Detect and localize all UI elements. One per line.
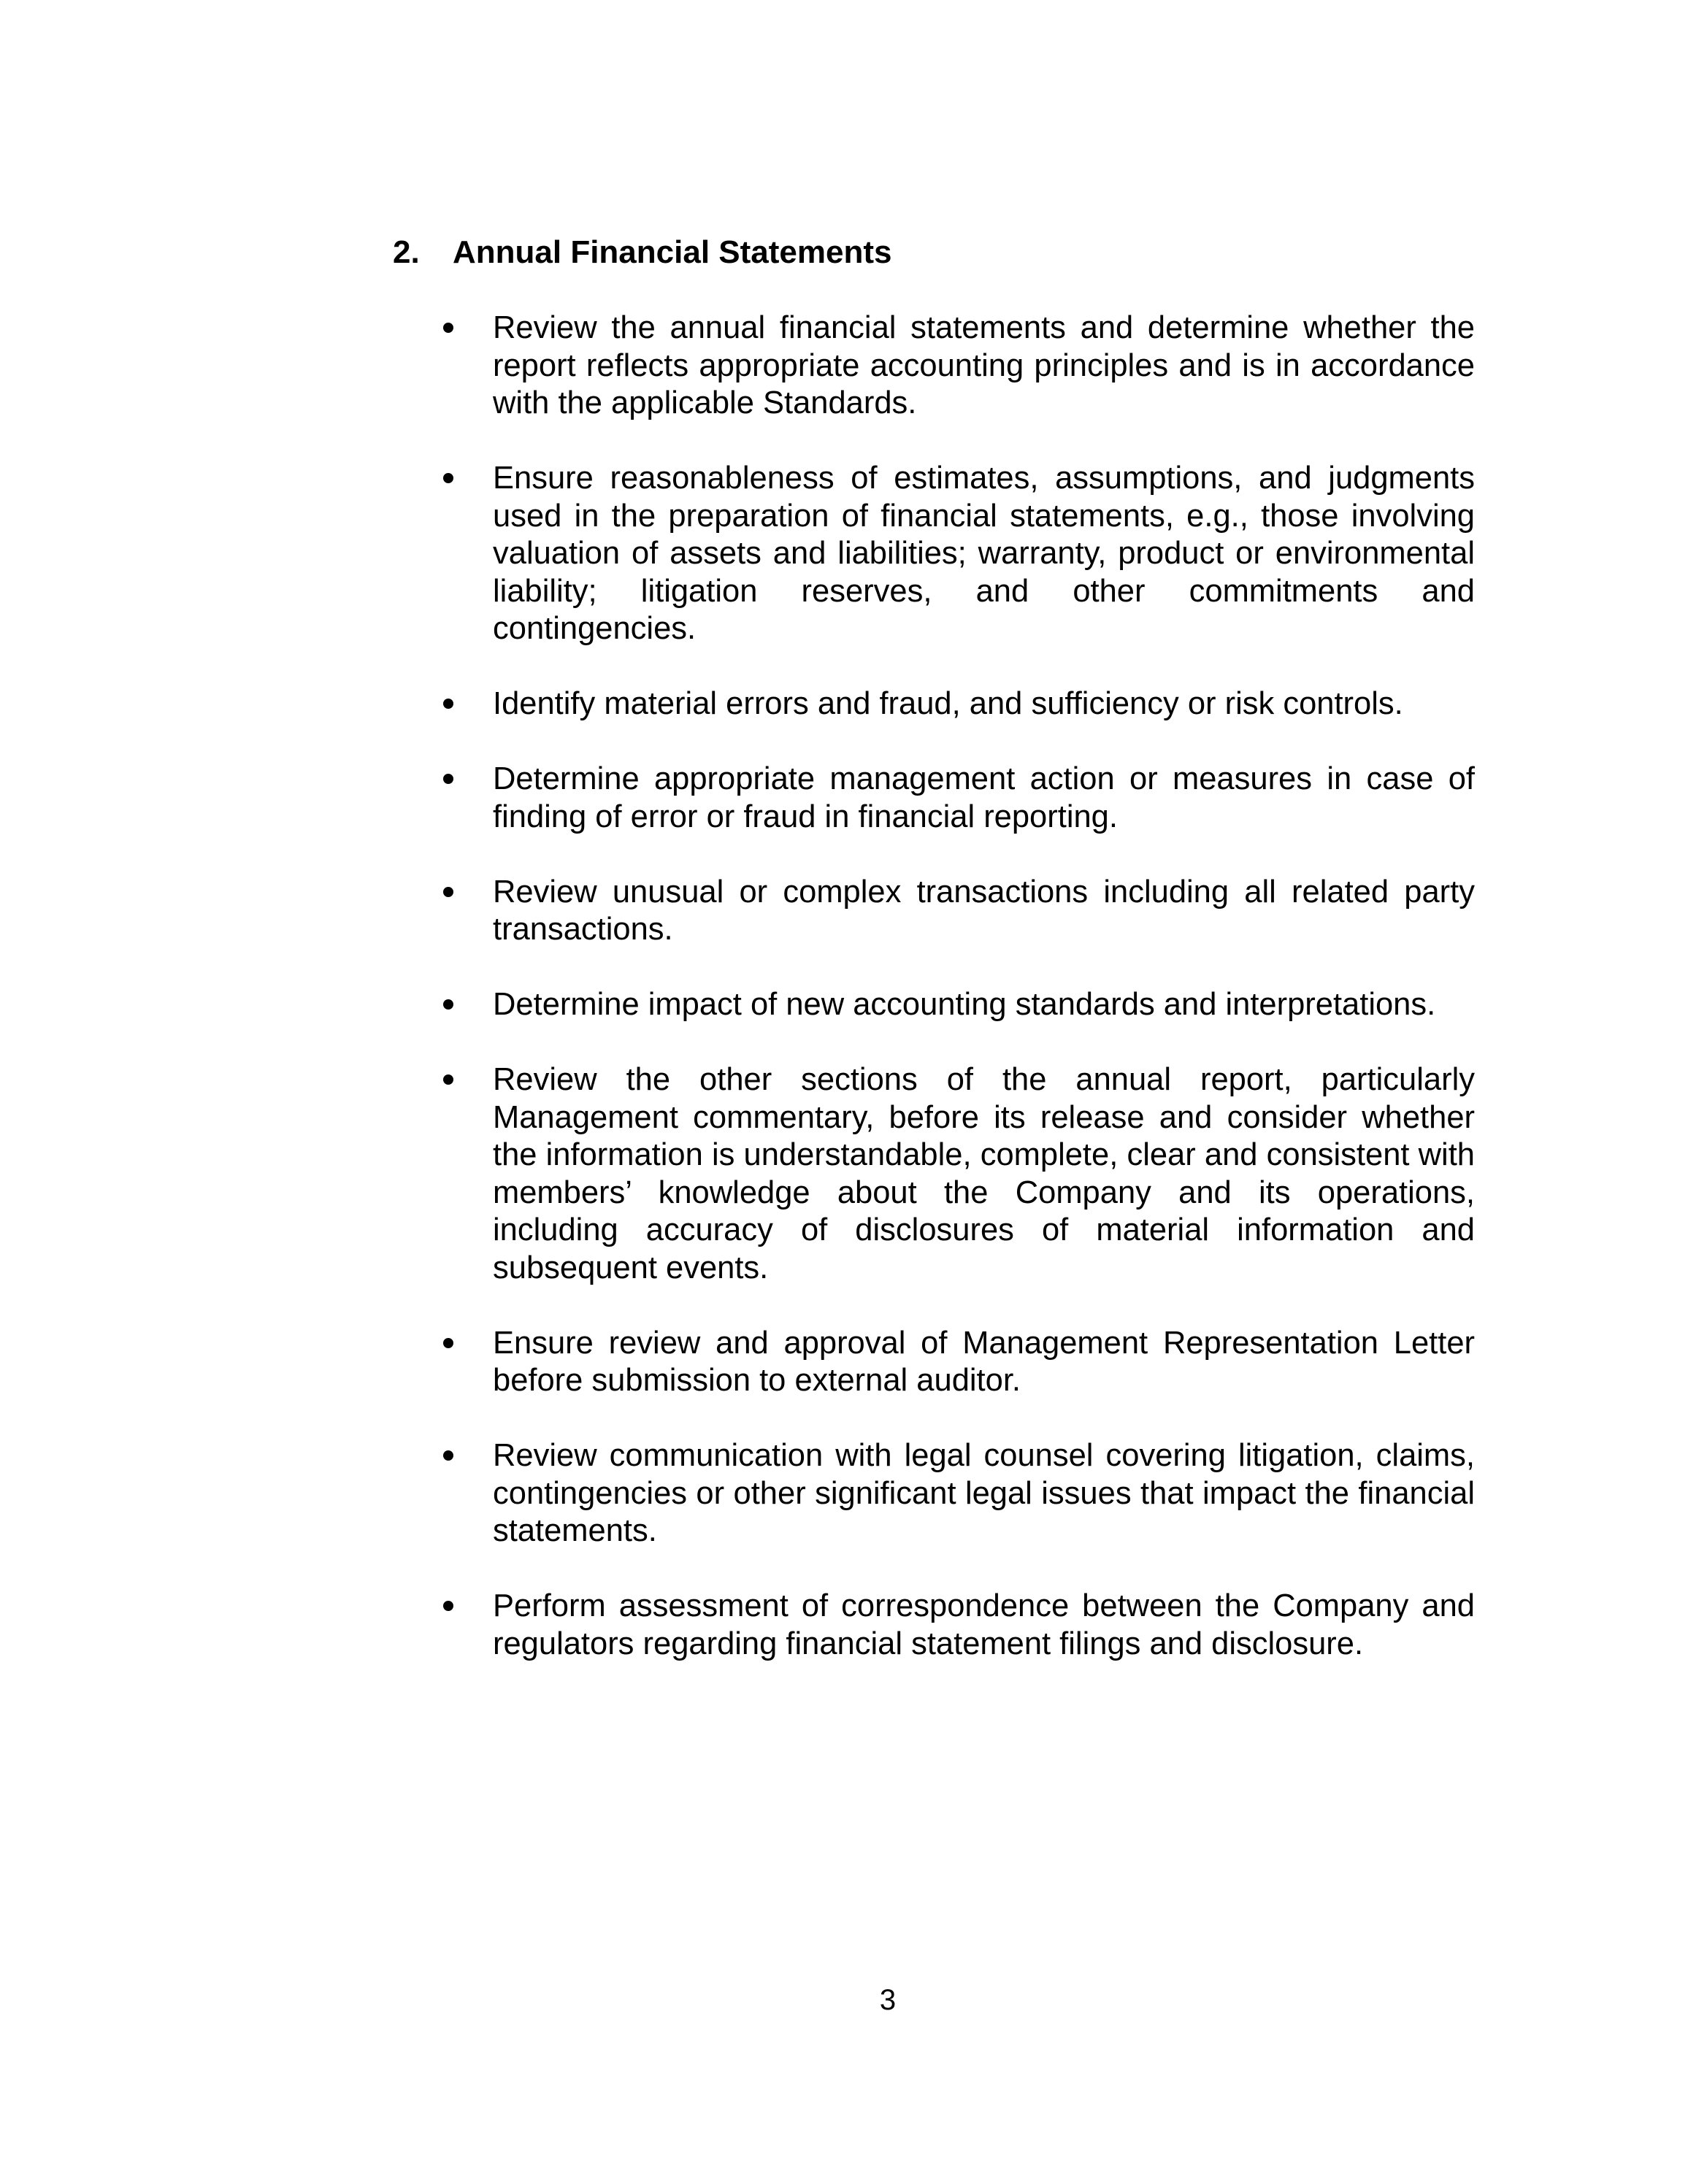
list-item xyxy=(442,1588,1475,1663)
list-item xyxy=(442,460,1475,648)
list-item xyxy=(442,1325,1475,1400)
section-title: Annual Financial Statements xyxy=(453,234,892,270)
bullet-icon xyxy=(443,1338,453,1348)
page-number: 3 xyxy=(879,1984,897,2016)
bullet-icon xyxy=(443,699,453,709)
list-item xyxy=(442,1061,1475,1287)
section-heading xyxy=(393,232,891,273)
section-number: 2. xyxy=(393,234,420,270)
list-item-text: Ensure review and approval of Management Representation Letter before submission to external auditor. xyxy=(493,1325,1475,1398)
bullet-icon xyxy=(443,774,453,784)
list-item xyxy=(442,761,1475,836)
list-item xyxy=(442,685,1475,723)
bullet-icon xyxy=(443,1601,453,1611)
list-item xyxy=(442,874,1475,949)
bullet-icon xyxy=(443,1074,453,1085)
bullet-icon xyxy=(443,887,453,897)
list-item-text: Review unusual or complex transactions including all related party transactions. xyxy=(493,874,1475,947)
bullet-icon xyxy=(443,999,453,1010)
list-item-text: Determine appropriate management action or measures in case of finding of error or fraud in financial reporting. xyxy=(493,761,1475,834)
bullet-icon xyxy=(443,323,453,333)
list-item-text: Ensure reasonableness of estimates, assumptions, and judgments used in the preparation of financial statements, e.g., those involving valuation of assets and liabilities; warranty, product or environmental liability; litigation reserves, and other commitments and contingencies. xyxy=(493,461,1475,646)
list-item-text: Determine impact of new accounting standards and interpretations. xyxy=(493,987,1436,1022)
list-item-text: Review the annual financial statements and determine whether the report reflects appropriate accounting principles and is in accordance with the applicable Standards. xyxy=(493,310,1475,420)
list-item-text: Identify material errors and fraud, and sufficiency or risk controls. xyxy=(493,686,1403,721)
list-item-text: Review communication with legal counsel covering litigation, claims, contingencies or other significant legal issues that impact the financial statements. xyxy=(493,1438,1475,1548)
list-item xyxy=(442,1437,1475,1550)
bullet-icon xyxy=(443,1450,453,1461)
list-item-text: Perform assessment of correspondence between the Company and regulators regarding financial statement filings and disclosure. xyxy=(493,1588,1475,1661)
list-item xyxy=(442,986,1475,1024)
bullet-list xyxy=(442,309,1475,1701)
list-item xyxy=(442,309,1475,423)
bullet-icon xyxy=(443,473,453,483)
list-item-text: Review the other sections of the annual report, particularly Management commentary, before its release and consider whether the information is understandable, complete, clear and consistent with members’ knowledge about the Company and its operations, including accuracy of disclosures of material information and subsequent events. xyxy=(493,1062,1475,1285)
